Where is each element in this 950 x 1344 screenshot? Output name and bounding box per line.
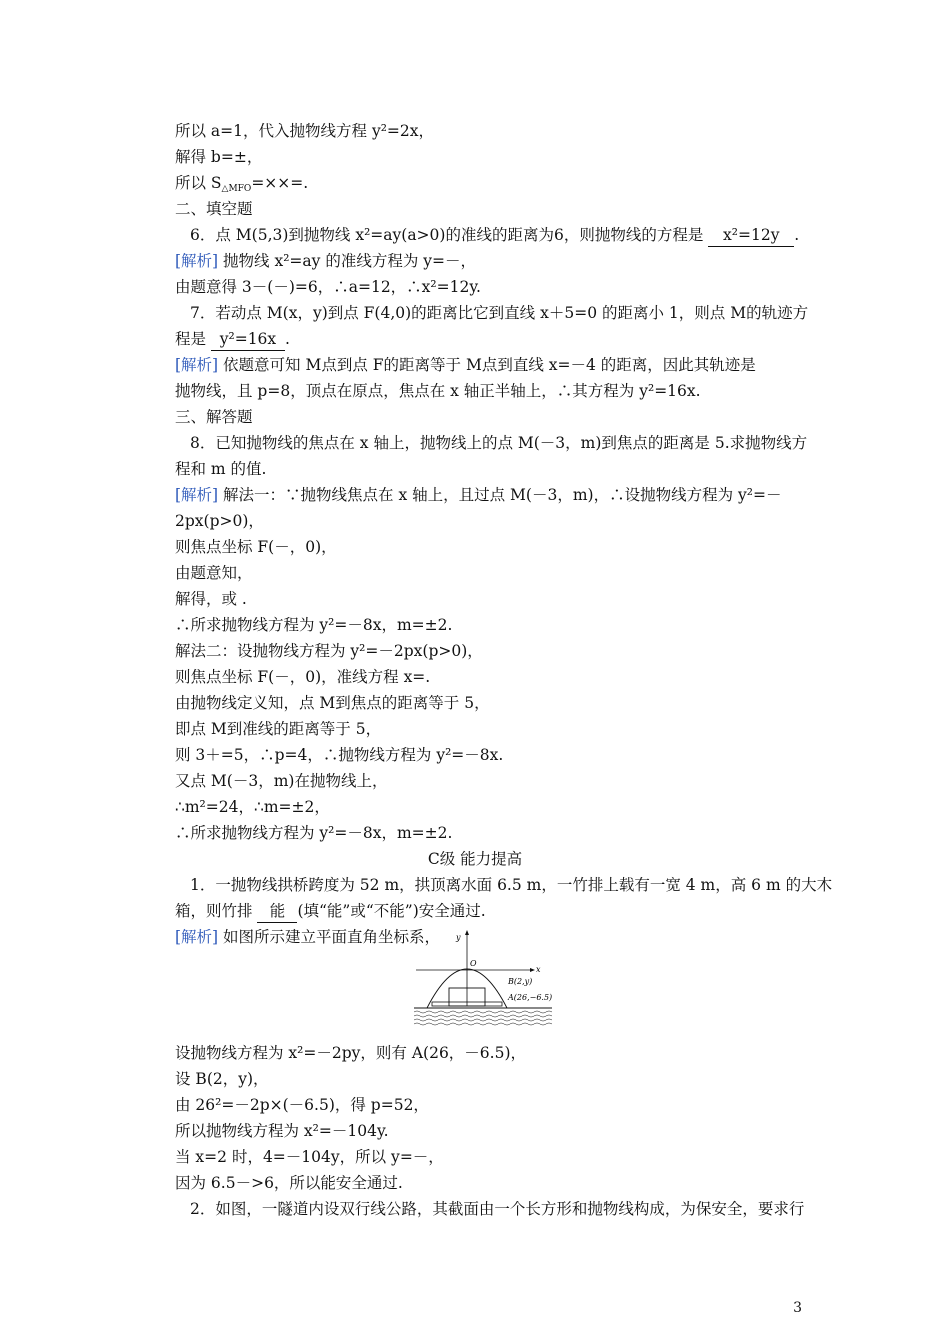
text-span: =××=. [251,174,309,192]
answer-blank: 能 [257,900,297,923]
text-line: 程和 m 的值. [175,460,267,478]
answer-blank: y²=16x [211,328,285,351]
text-line: 抛物线，且 p=8，顶点在原点，焦点在 x 轴正半轴上，∴其方程为 y²=16x. [175,382,701,400]
analysis-8 [175,484,781,506]
text-line: 由抛物线定义知，点 M到焦点的距离等于 5， [175,694,490,712]
analysis-tag: [解析] [175,356,219,374]
section-heading: C级 能力提高 [427,850,523,868]
text-span: (填“能”或“不能”)安全通过. [297,902,486,920]
text-line: 又点 M(－3，m)在抛物线上， [175,772,388,790]
question-text: 6．点 M(5,3)到抛物线 x²=ay(a>0)的准线的距离为6，则抛物线的方程是 [190,226,704,244]
text-line: 由题意得 3－(－)=6，∴a=12，∴x²=12y. [175,278,481,296]
text-line: 即点 M到准线的距离等于 5， [175,720,382,738]
y-axis-arrow [465,930,469,935]
text-line: 因为 6.5－>6，所以能安全通过. [175,1174,403,1192]
text-line: 解法二：设抛物线方程为 y²=－2px(p>0)， [175,642,483,660]
question-c1: 1．一抛物线拱桥跨度为 52 m，拱顶离水面 6.5 m，一竹排上载有一宽 4 m，高 6 m 的大木 [190,876,833,894]
analysis-text: 依题意可知 M点到点 F的距离等于 M点到直线 x=－4 的距离，因此其轨迹是 [218,356,756,374]
question-c1-cont [175,900,486,923]
question-c2: 2．如图，一隧道内设双行线公路，其截面由一个长方形和抛物线构成，为保安全，要求行 [190,1200,805,1218]
text-line: 设抛物线方程为 x²=－2py，则有 A(26，－6.5)， [175,1044,526,1062]
point-b-label: B(2,y) [508,977,533,986]
subscript: △MFO [221,184,252,194]
section-heading: 三、解答题 [175,408,253,426]
y-axis-label: y [456,933,461,942]
parabola-bridge-figure [412,928,572,1028]
answer-blank: x²=12y [708,224,794,247]
text-line: ∴所求抛物线方程为 y²=－8x，m=±2. [175,824,453,842]
text-line: 解得 b=±， [175,148,263,166]
text-line: 设 B(2，y)， [175,1070,269,1088]
water-waves [414,1011,552,1025]
text-line: 解得，或 . [175,590,247,608]
analysis-tag: [解析] [175,252,219,270]
text-line: 2px(p>0)， [175,512,264,530]
text-span: . [794,226,800,244]
section-heading: 二、填空题 [175,200,253,218]
analysis-7 [175,354,756,376]
question-6 [190,224,799,247]
text-span: 箱，则竹排 [175,902,253,920]
text-line: 所以抛物线方程为 x²=－104y. [175,1122,389,1140]
text-line: 所以 a=1，代入抛物线方程 y²=2x， [175,122,435,140]
text-line: ∴m²=24，∴m=±2， [175,798,330,816]
page-number: 3 [793,1300,802,1316]
analysis-text: 如图所示建立平面直角坐标系， [218,928,441,946]
text-span: . [284,330,290,348]
analysis-text: 抛物线 x²=ay 的准线方程为 y=－， [218,252,477,270]
text-line: 则焦点坐标 F(－，0)， [175,538,337,556]
text-span: 程是 [175,330,207,348]
analysis-tag: [解析] [175,486,219,504]
text-line: 由题意知， [175,564,253,582]
x-axis-label: x [536,965,541,974]
text-line: 则焦点坐标 F(－，0)，准线方程 x=. [175,668,431,686]
text-line: ∴所求抛物线方程为 y²=－8x，m=±2. [175,616,453,634]
origin-label: O [470,959,477,968]
analysis-tag: [解析] [175,928,219,946]
text-span: 所以 S [175,174,222,192]
text-line: 当 x=2 时，4=－104y，所以 y=－， [175,1148,444,1166]
question-7-cont [175,328,290,351]
analysis-6 [175,250,476,272]
text-line: 则 3＋=5，∴p=4，∴抛物线方程为 y²=－8x. [175,746,504,764]
text-line: 由 26²=－2p×(－6.5)，得 p=52， [175,1096,429,1114]
x-axis-arrow [530,968,535,972]
analysis-c1 [175,926,440,948]
text-line [175,172,308,194]
question-7: 7．若动点 M(x，y)到点 F(4,0)的距离比它到直线 x＋5=0 的距离小 1，则点 M的轨迹方 [190,304,809,322]
point-a-label: A(26,−6.5) [508,993,553,1002]
analysis-text: 解法一：∵抛物线焦点在 x 轴上，且过点 M(－3，m)，∴设抛物线方程为 y²=－ [218,486,782,504]
question-8: 8．已知抛物线的焦点在 x 轴上，抛物线上的点 M(－3，m)到焦点的距离是 5.求抛物线方 [190,434,808,452]
